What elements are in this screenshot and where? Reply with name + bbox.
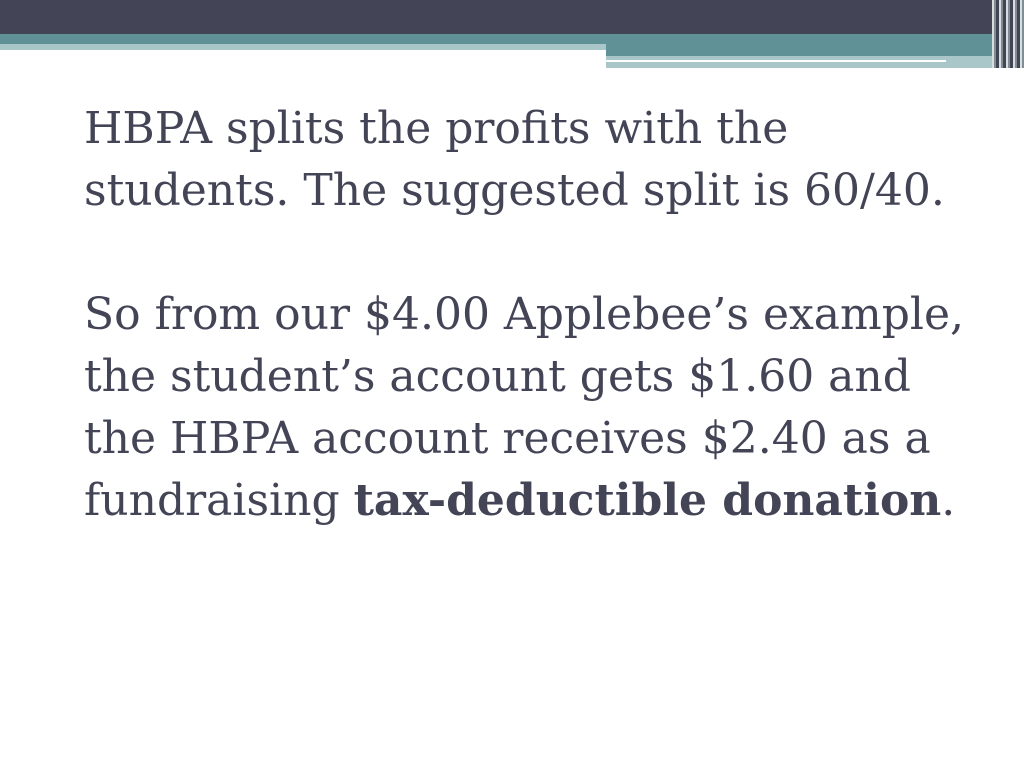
slide-body	[84, 98, 984, 532]
header-right-light-bar	[606, 56, 1024, 68]
example-period: .	[941, 475, 956, 526]
donation-emphasis: tax-deductible donation	[353, 475, 942, 526]
header-teal-band	[0, 34, 1024, 44]
header-right-teal-bar	[606, 44, 1024, 56]
header-stripes	[992, 0, 1024, 68]
example-text: So from our $4.00 Applebee’s example, the student’s account gets $1.60 and the HBPA account receives $2.40 as a fundraising	[84, 289, 965, 526]
paragraph-example	[84, 284, 984, 532]
paragraph-profit-split: HBPA splits the profits with the students. The suggested split is 60/40.	[84, 103, 945, 216]
header-dark-band	[0, 0, 1024, 34]
header-thin-line	[606, 60, 946, 62]
